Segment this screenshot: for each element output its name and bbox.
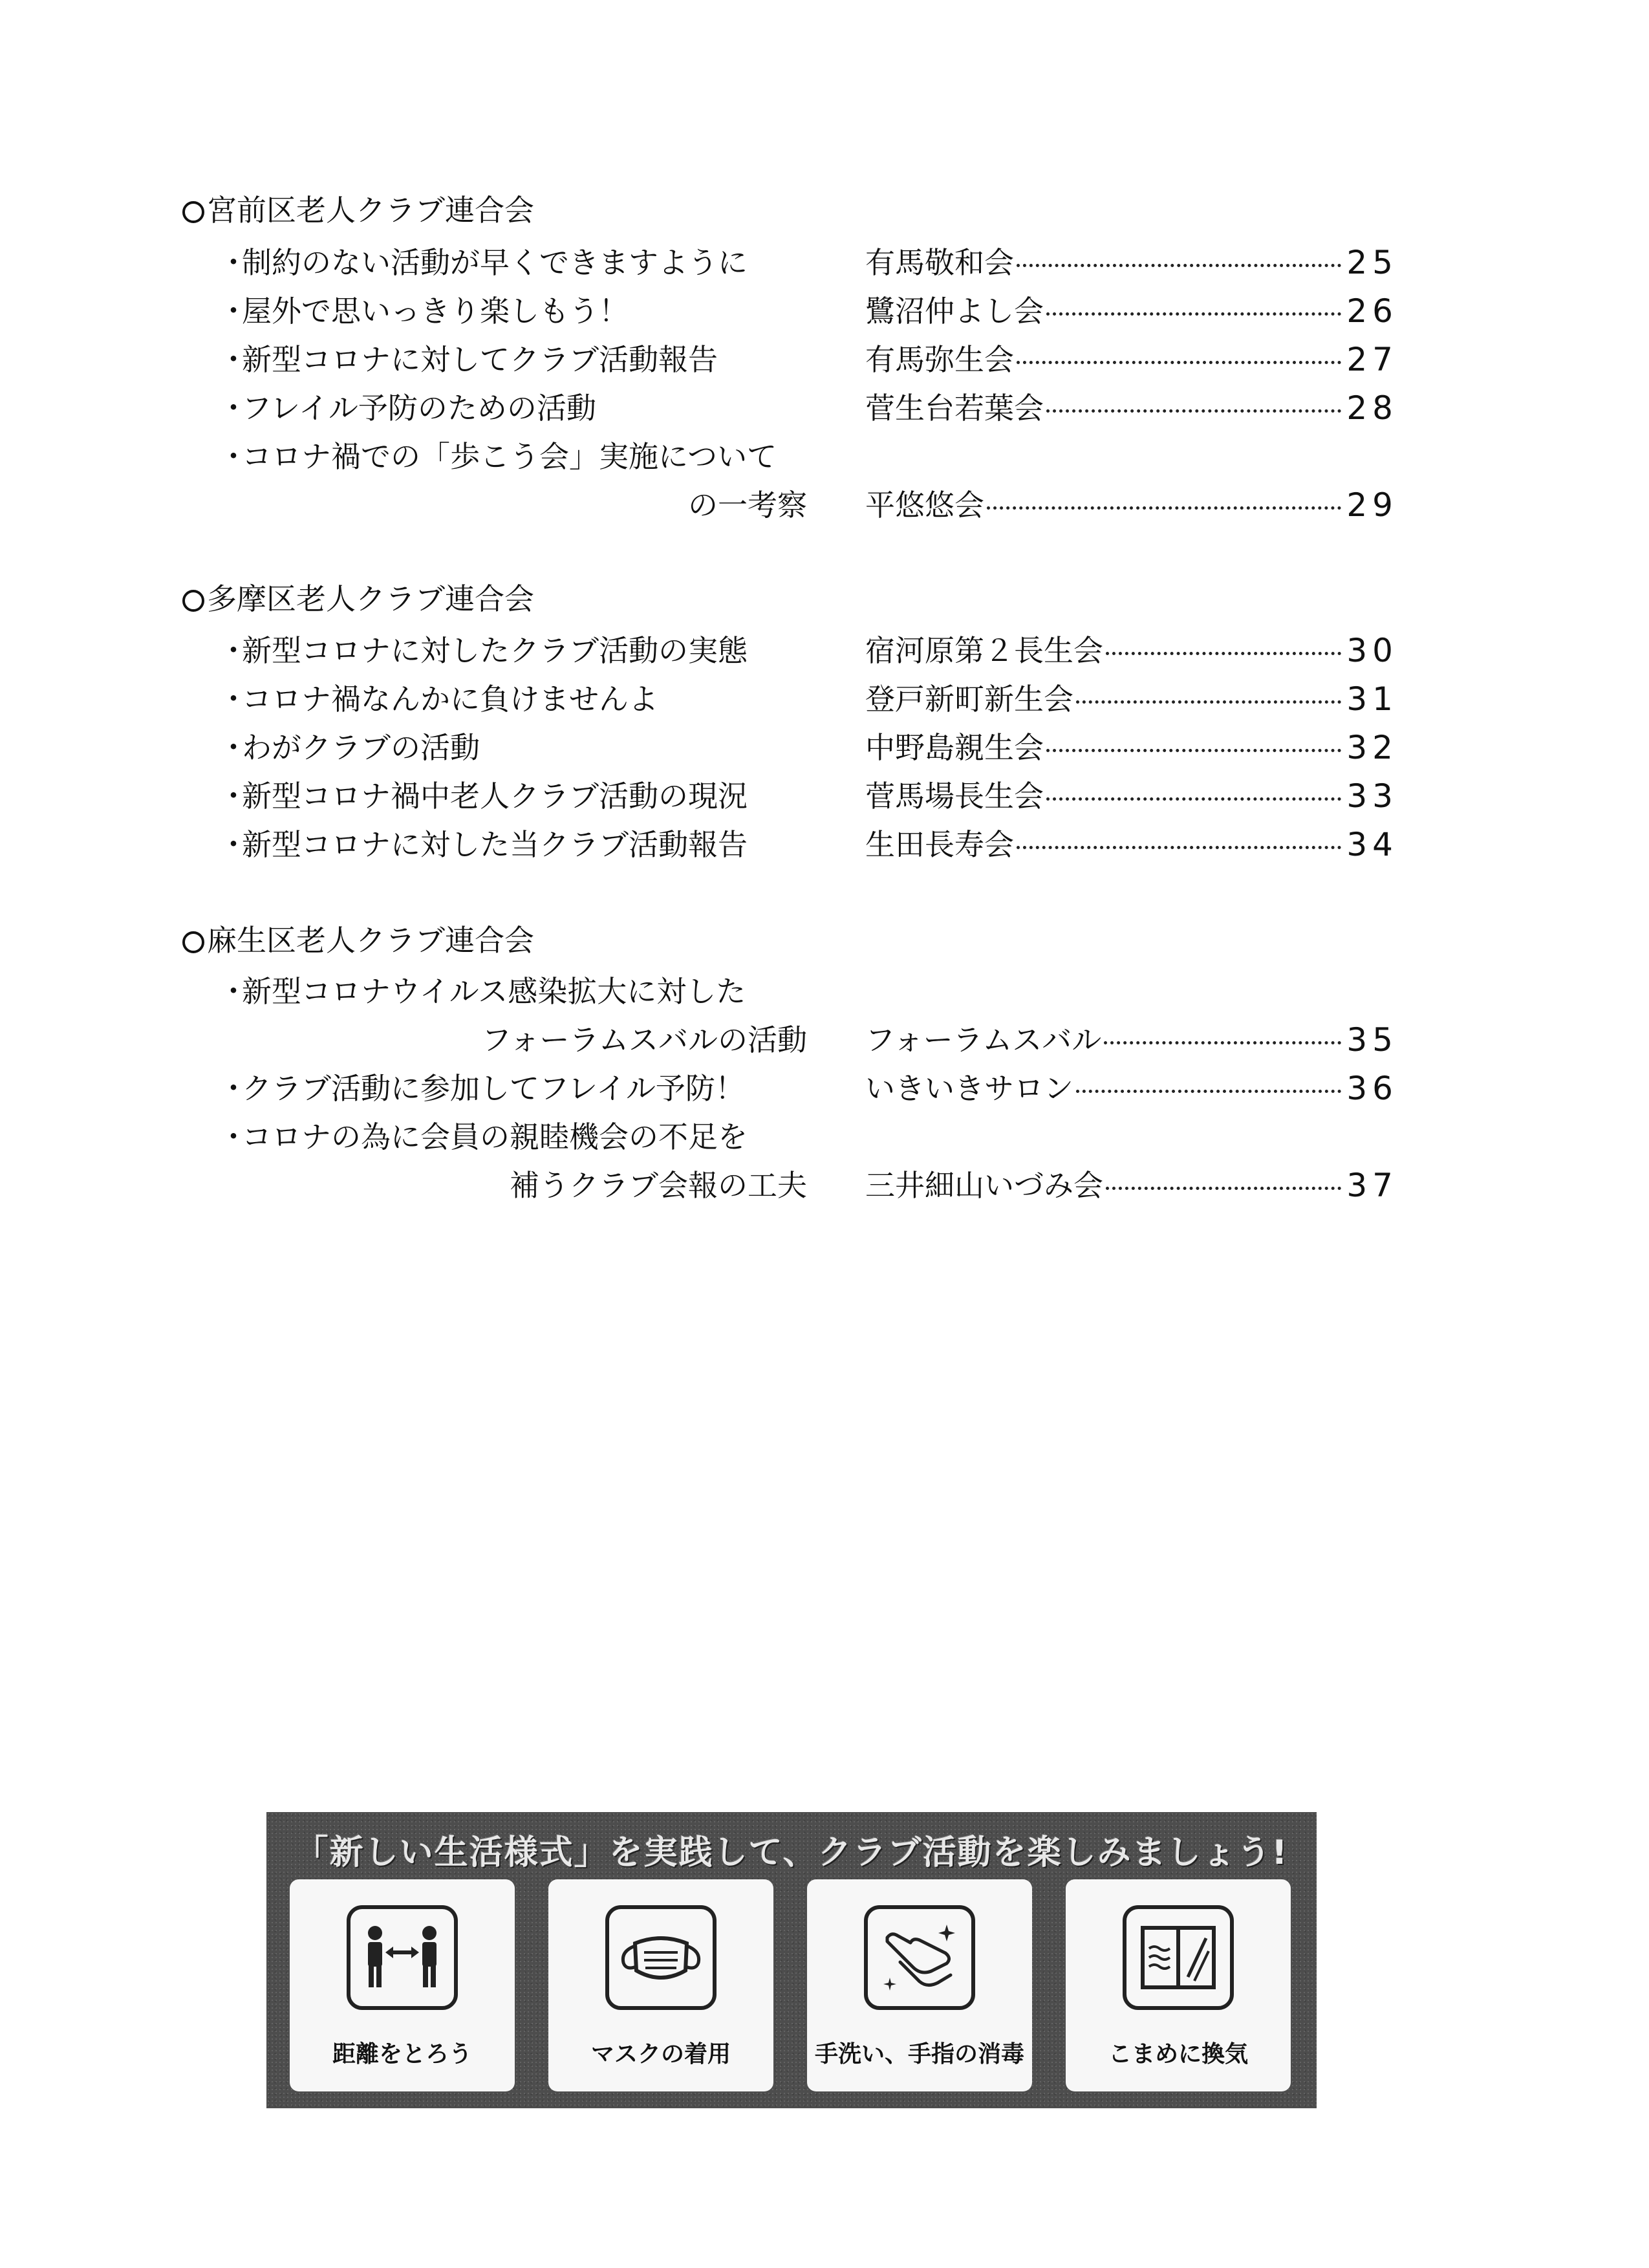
entry-title: ・コロナ禍での「歩こう会」実施について [219,439,777,474]
dot-leader [1076,700,1341,704]
dot-leader [1017,264,1341,267]
page-number: 27 [1346,341,1398,378]
dot-leader [1106,1187,1341,1190]
dot-leader [1106,652,1341,655]
entry-org: 菅生台若葉会 28 [865,389,1398,427]
entry-title: ・制約のない活動が早くできますように [219,245,748,280]
dot-leader [1017,361,1341,364]
entry-title-continuation: フォーラムスバルの活動 [481,1022,807,1057]
entry-title: ・新型コロナに対してクラブ活動報告 [219,342,718,377]
banner-title: 「新しい生活様式」を実践して、クラブ活動を楽しみましょう! [294,1833,1289,1872]
entry-title: ・フレイル予防のための活動 [219,391,596,426]
hand-washing-icon [864,1905,975,2010]
page-number: 32 [1346,729,1398,766]
entry-org: 登戸新町新生会 31 [865,680,1398,718]
dot-leader [1046,749,1341,752]
entry-title: ・わがクラブの活動 [219,730,480,765]
card-label: マスクの着用 [590,2041,731,2068]
page-number: 25 [1346,244,1398,281]
entry-org: フォーラムスバル 35 [865,1021,1398,1059]
page-number: 37 [1346,1167,1398,1204]
entry-org: 有馬敬和会 25 [865,244,1398,281]
page-number: 30 [1346,632,1398,669]
page-number: 35 [1346,1021,1398,1059]
handwash-card [807,1879,1032,2091]
card-label: 手洗い、手指の消毒 [814,2041,1024,2068]
card-label: こまめに換気 [1108,2041,1248,2068]
entry-org: 菅馬場長生会 33 [865,777,1398,815]
entry-title: ・新型コロナ禍中老人クラブ活動の現況 [219,779,748,814]
page-number: 28 [1346,389,1398,427]
entry-org: いきいきサロン 36 [865,1070,1398,1107]
dot-leader [1076,1090,1341,1093]
entry-title: ・屋外で思いっきり楽しもう！ [219,294,629,329]
circle-mark-icon [182,931,204,953]
page-number: 31 [1346,680,1398,718]
entry-org: 平悠悠会 29 [865,486,1398,524]
card-label: 距離をとろう [332,2041,472,2068]
section-heading: 宮前区老人クラブ連合会 [182,191,534,230]
new-lifestyle-banner [266,1812,1317,2108]
dot-leader [1046,409,1341,413]
entry-org: 生田長寿会 34 [865,826,1398,863]
page-number: 33 [1346,777,1398,815]
entry-org: 宿河原第２長生会 30 [865,632,1398,669]
circle-mark-icon [182,201,204,223]
ventilation-card [1066,1879,1291,2091]
entry-title: ・新型コロナウイルス感染拡大に対した [219,974,746,1009]
section-heading: 麻生区老人クラブ連合会 [182,921,534,960]
page-number: 26 [1346,292,1398,330]
entry-title-continuation: 補うクラブ会報の工夫 [510,1168,807,1203]
section-heading: 多摩区老人クラブ連合会 [182,579,534,618]
entry-title: ・コロナ禍なんかに負けませんよ [219,682,658,717]
window-ventilation-icon [1123,1905,1234,2010]
dot-leader [987,506,1341,510]
entry-title: ・クラブ活動に参加してフレイル予防！ [219,1071,745,1106]
entry-org: 中野島親生会 32 [865,729,1398,766]
dot-leader [1046,312,1341,316]
mask-card [548,1879,773,2091]
page-number: 29 [1346,486,1398,524]
entry-title: ・新型コロナに対した当クラブ活動報告 [219,827,748,862]
distance-card [290,1879,515,2091]
entry-org: 鷺沼仲よし会 26 [865,292,1398,330]
entry-title-continuation: の一考察 [688,488,807,523]
dot-leader [1104,1041,1341,1044]
page-number: 34 [1346,826,1398,863]
dot-leader [1017,846,1341,849]
entry-title: ・新型コロナに対したクラブ活動の実態 [219,633,748,668]
entry-org: 三井細山いづみ会 37 [865,1167,1398,1204]
circle-mark-icon [182,590,204,612]
social-distance-icon [347,1905,458,2010]
face-mask-icon [605,1905,717,2010]
entry-title: ・コロナの為に会員の親睦機会の不足を [219,1119,748,1154]
page-number: 36 [1346,1070,1398,1107]
entry-org: 有馬弥生会 27 [865,341,1398,378]
dot-leader [1046,797,1341,801]
